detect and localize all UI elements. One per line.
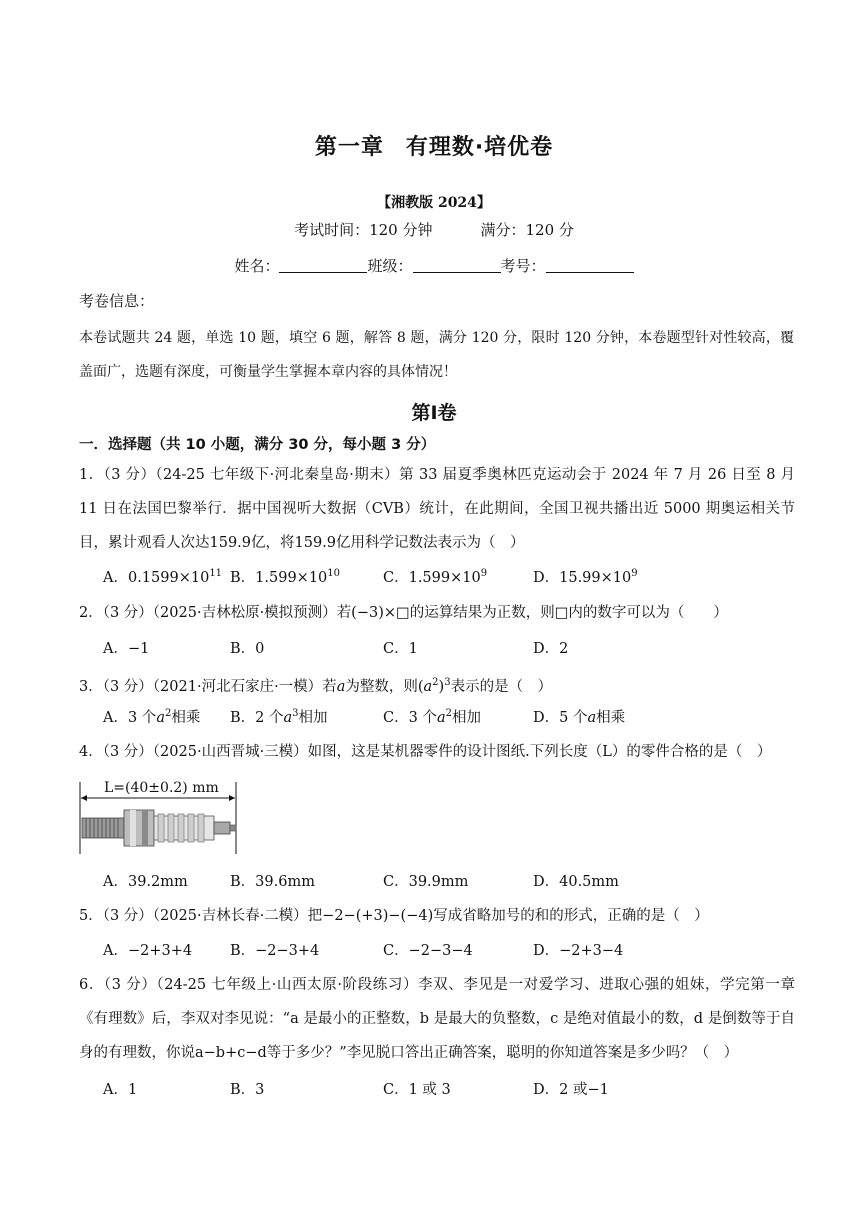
arrow-left-icon [81,795,87,801]
option-d[interactable]: D．2 [533,641,569,657]
question-6: 6．（3 分）（24-25 七年级上·山西太原·阶段练习）李双、李见是一对爱学习、进取心强的姐妹，学完第一章《有理数》后，李双对李见说：“a 是最小的正整数，b 是最大的负整数，c 是绝对值最小的数，d 是倒数等于自身的有理数，你说a−b+c−d等于多少？”李见脱口答出正确答案，聪明的你知道答案是多少吗？（ ） [79,977,795,1061]
option-b[interactable]: B．$1.599\times 10^{10}$ [230,568,341,586]
name-label: 姓名： [234,257,280,275]
option-a[interactable]: A．−2+3+4 [103,943,193,959]
student-info [0,255,868,276]
option-a[interactable]: A．39.2mm [103,874,188,890]
option-a[interactable]: A．−1 [103,641,150,657]
number-blank[interactable] [546,258,634,273]
option-b[interactable]: B．39.6mm [230,874,315,890]
option-b[interactable]: B．3 [230,1082,265,1098]
plug-terminal [214,822,230,834]
option-d[interactable]: D．−2+3−4 [533,943,624,959]
option-d[interactable]: D．5 个a相乘 [533,710,626,726]
chapter-name: 有理数·培优卷 [405,135,554,160]
option-c[interactable]: C．3 个$a^2$相加 [383,708,481,726]
chapter-label: 第一章 [314,135,384,160]
option-c[interactable]: C．$1.599\times 10^9$ [383,568,488,586]
class-label: 班级： [367,257,413,275]
option-b[interactable]: B．2 个$a^3$相加 [230,708,328,726]
arrow-right-icon [229,795,235,801]
option-c[interactable]: C．39.9mm [383,874,469,890]
question-2: 2．（3 分）（2025·吉林松原·模拟预测）若(−3)×□的运算结果为正数，则□内的数字可以为（ ） [79,605,728,621]
question-3: 3．（3 分）（2021·河北石家庄·一模）若a为整数，则$(a^2)^3$表示的是（ ） [79,677,553,695]
spark-plug-figure [78,772,242,856]
question-4: 4．（3 分）（2025·山西晋城·三模）如图，这是某机器零件的设计图纸.下列长度（L）的零件合格的是（ ） [79,744,772,760]
question-5: 5．（3 分）（2025·吉林长春·二模）把−2−(+3)−(−4)写成省略加号的和的形式，正确的是（ ） [79,908,709,924]
option-d[interactable]: D．$15.99\times 10^9$ [533,568,638,586]
number-label: 考号： [500,257,546,275]
option-c[interactable]: C．−2−3−4 [383,943,473,959]
class-blank[interactable] [413,258,501,273]
figure-label: L=(40±0.2) mm [104,780,219,796]
exam-score: 满分：120 分 [480,221,574,239]
volume-title: 第Ⅰ卷 [411,402,457,424]
option-d[interactable]: D．40.5mm [533,874,619,890]
edition-label: 【湘教版 2024】 [377,195,491,211]
option-a[interactable]: A．$0.1599\times 10^{11}$ [103,568,223,586]
info-body: 本卷试题共 24 题，单选 10 题，填空 6 题，解答 8 题，满分 120 分，限时 120 分钟，本卷题型针对性较高，覆盖面广，选题有深度，可衡量学生掌握本章内容的具体情况！ [79,330,794,380]
exam-info [0,219,868,240]
plug-hex [124,810,154,846]
option-a[interactable]: A．3 个$a^2$相乘 [103,708,201,726]
option-c[interactable]: C．1 [383,641,418,657]
question-1: 1．（3 分）（24-25 七年级下·河北秦皇岛·期末）第 33 届夏季奥林匹克运动会于 2024 年 7 月 26 日至 8 月 11 日在法国巴黎举行．据中国视听大数据（CVB）统计，在此期间，全国卫视共播出近 5000 期奥运相关节目，累计观看人次达159.9亿，将159.9亿用科学记数法表示为（ ） [79,467,795,551]
page-title [0,130,868,161]
name-blank[interactable] [279,258,367,273]
option-b[interactable]: B．0 [230,641,265,657]
option-c[interactable]: C．1 或 3 [383,1082,451,1098]
option-b[interactable]: B．−2−3+4 [230,943,320,959]
info-heading: 考卷信息： [79,292,155,310]
option-a[interactable]: A．1 [103,1082,138,1098]
option-d[interactable]: D．2 或−1 [533,1082,609,1098]
section-heading: 一．选择题（共 10 小题，满分 30 分，每小题 3 分） [79,437,436,453]
exam-time: 考试时间：120 分钟 [294,221,433,239]
